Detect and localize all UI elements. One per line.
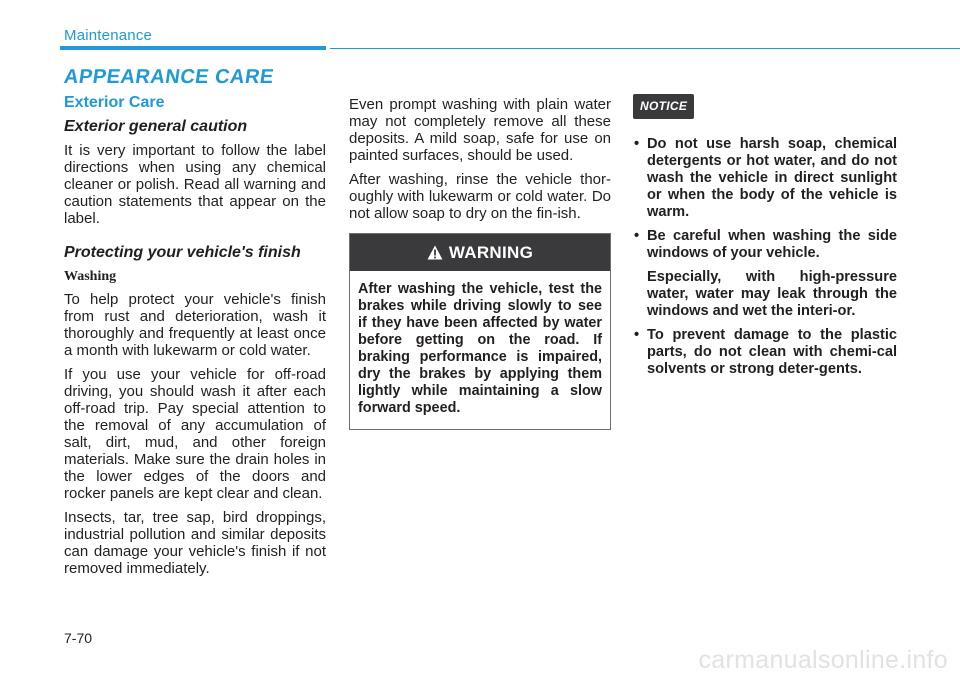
column-middle [349,96,611,430]
notice-item-harsh-soap [633,136,897,221]
warning-label: WARNING [448,243,534,262]
notice-item-high-pressure: Especially, with high-pressure water, water may leak through the windows and wet the interi-or. [647,269,897,319]
paragraph-wash-frequency: To help protect your vehicle's finish from rust and deterioration, wash it thoroughly and frequently at least once a month with lukewarm or cold water. [64,291,326,359]
column-left [64,94,326,584]
notice-item-text: Do not use harsh soap, chemical detergents or hot water, and do not wash the vehicle in direct sunlight or when the body of the vehicle is warm. [647,136,897,220]
notice-badge: NOTICE [633,94,694,119]
warning-header [350,234,610,271]
paragraph-deposits: Insects, tar, tree sap, bird droppings, industrial pollution and similar deposits can damage your vehicle's finish if not removed immediately. [64,509,326,577]
column-right [633,94,897,385]
notice-item-side-windows [633,228,897,320]
paragraph-rinse: After washing, rinse the vehicle thor-oughly with lukewarm or cold water. Do not allow soap to dry on the fin-ish. [349,171,611,222]
warning-text: After washing the vehicle, test the brakes while driving slowly to see if they have been affected by water before getting on the road. If braking performance is impaired, dry the brakes by applying them lightly while maintaining a slow forward speed. [358,281,602,416]
notice-list [633,136,897,378]
notice-item-text: To prevent damage to the plastic parts, do not clean with chemi-cal solvents or strong deter-gents. [647,327,897,377]
subheading-washing: Washing [64,269,117,284]
header-rule-thin [330,48,960,49]
header-rule-thick [60,46,326,50]
warning-box [349,233,611,430]
watermark: carmanualsonline.info [698,646,948,674]
section-label: Maintenance [64,27,153,44]
paragraph-plain-water: Even prompt washing with plain water may not completely remove all these deposits. A mild soap, safe for use on painted surfaces, should be used. [349,96,611,164]
paragraph-label-directions: It is very important to follow the label directions when using any chemical cleaner or polish. Read all warning and caution statements that appear on the label. [64,142,326,227]
subheading-general-caution: Exterior general caution [64,118,248,135]
notice-item-text: Be careful when washing the side windows of your vehicle. [647,228,897,261]
warning-triangle-icon [427,245,443,260]
page-number: 7-70 [64,630,93,646]
page-title: APPEARANCE CARE [62,66,276,88]
heading-exterior-care: Exterior Care [64,94,165,111]
notice-item-plastic-parts [633,327,897,378]
subheading-protecting-finish: Protecting your vehicle's finish [64,244,301,261]
paragraph-off-road: If you use your vehicle for off-road driving, you should wash it after each off-road trip. Pay special attention to the removal of any accumulation of salt, dirt, mud, and other foreign materials. Make sure the drain holes in the lower edges of the doors and rocker panels are kept clear and clean. [64,366,326,502]
